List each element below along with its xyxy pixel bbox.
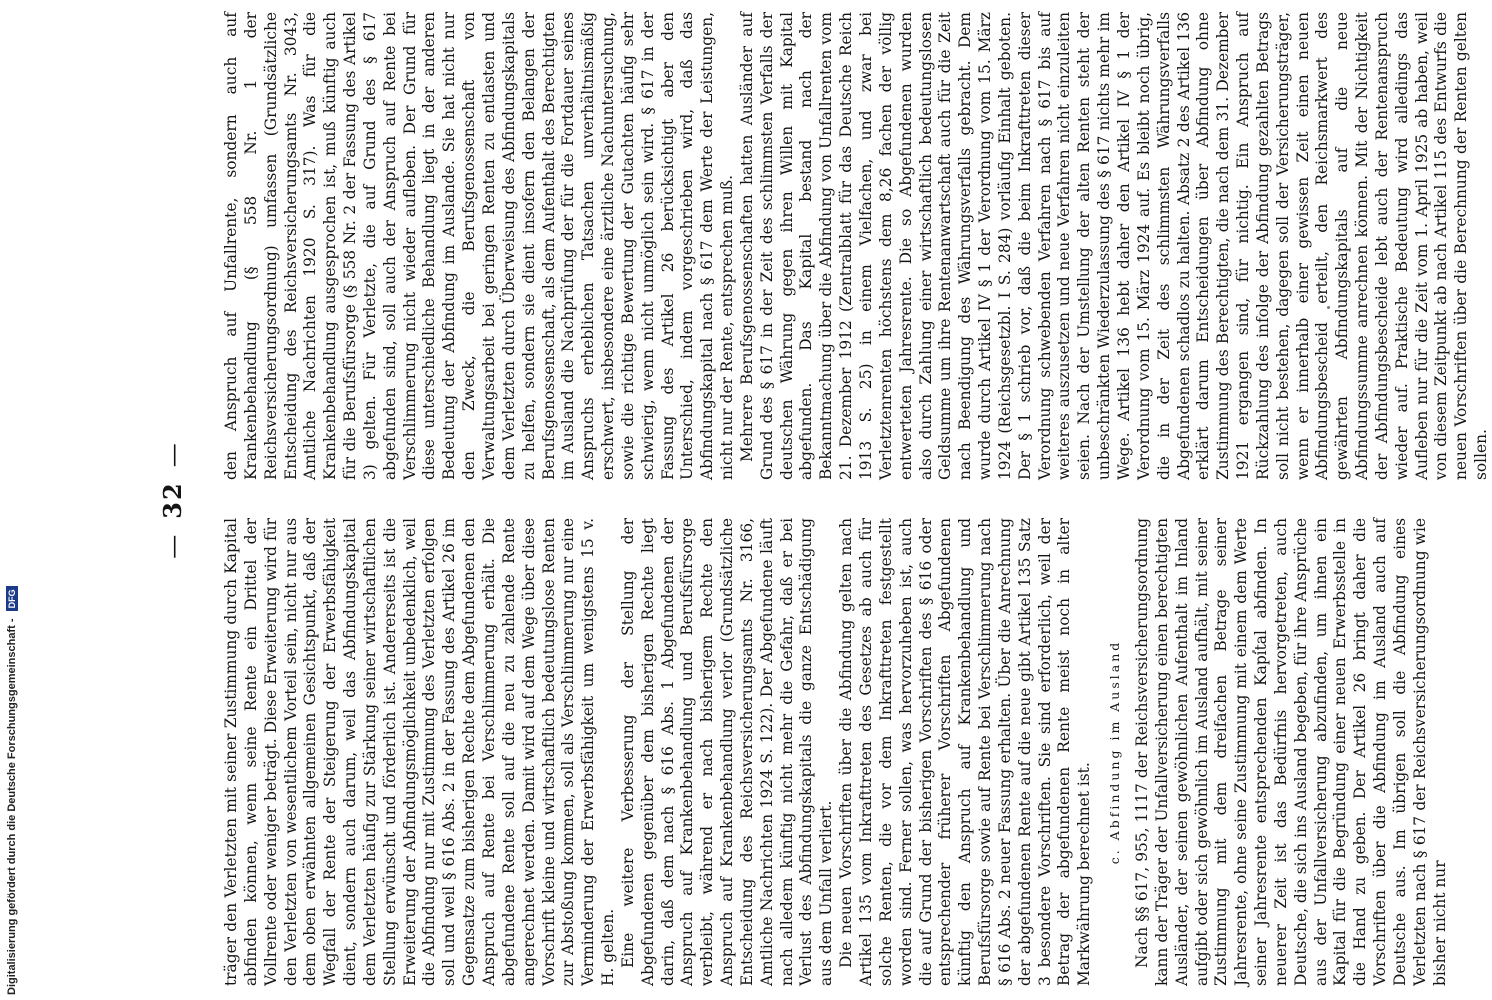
left-column bbox=[222, 518, 1450, 986]
page-number-value: 32 bbox=[158, 481, 187, 519]
paragraph: träger den Verletzten mit seiner Zustimmung durch Kapital abfinden können, wenn seine Rente ein Drittel der Vollrente oder weniger beträgt. Diese Erweiterung wird für den Verletzten von wesentlichem Vorteil sein, nicht nur aus dem oben erwähnten allgemeinen Gesichtspunkt, daß der Wegfall der Rente der Steigerung der Erwerbsfähigkeit dient, sondern auch darum, weil das Abfindungskapital dem Verletzten häufig zur Stärkung seiner wirtschaftlichen Stellung erwünscht und förderlich ist. Andererseits ist die Erweiterung der Abfindungsmöglichkeit unbedenklich, weil die Abfindung nur mit Zustimmung des Verletzten erfolgen soll und weil § 616 Abs. 2 in der Fassung des Artikel 26 im Gegensatze zum bisherigen Rechte dem Abgefundenen den Anspruch auf Rente bei Verschlimmerung erhält. Die abgefundene Rente soll auf die neu zu zahlende Rente angerechnet werden. Damit wird auf dem Wege über diese Vorschrift kleine und wirtschaftlich bedeutungslose Renten zur Abstoßung kommen, soll als Verschlimmerung nur eine Verminderung der Erwerbsfähigkeit um wenigstens 15 v. H. gelten. bbox=[222, 518, 618, 986]
paragraph: Eine weitere Verbesserung der Stellung der Abgefundenen gegenüber dem bisherigen Rechte liegt darin, daß dem nach § 616 Abs. 1 Abgefundenen der Anspruch auf Krankenbehandlung und Berufsfürsorge verbleibt, während er nach bisherigem Rechte den Anspruch auf Krankenbehandlung verlor (Grundsätzliche Entscheidung des Reichsversicherungsamts Nr. 3166, Amtliche Nachrichten 1924 S. 122). Der Abgefundene läuft nach alledem künftig nicht mehr die Gefahr, daß er bei Verlust des Abfindungskapitals die ganze Entschädigung aus dem Unfall verliert. bbox=[618, 518, 836, 986]
paragraph: Die neuen Vorschriften über die Abfindung gelten nach Artikel 135 vom Inkrafttreten des Gesetzes ab auch für solche Renten, die vor dem Inkrafttreten festgestellt worden sind. Ferner sollen, was hervorzuheben ist, auch die auf Grund der bisherigen Vorschriften des § 616 oder entsprechender früherer Vorschriften Abgefundenen künftig den Anspruch auf Krankenbehandlung und Berufsfürsorge sowie auf Rente bei Verschlimmerung nach § 616 Abs. 2 neuer Fassung erhalten. Über die Anrechnung der abgefundenen Rente auf die neue gibt Artikel 135 Satz 3 besondere Vorschriften. Sie sind erforderlich, weil der Betrag der abgefundenen Rente meist noch in alter Markwährung berechnet ist. bbox=[837, 518, 1094, 986]
page-number: —32— bbox=[158, 441, 187, 559]
credit-text: Digitalisierung gefördert durch die Deutsche Forschungsgemeinschaft - bbox=[6, 618, 18, 995]
section-heading: c. Abfindung im Ausland bbox=[1107, 639, 1123, 865]
scanned-page bbox=[140, 0, 1491, 1000]
paragraph: Mehrere Berufsgenossenschaften hatten Ausländer auf Grund des § 617 in der Zeit des schlimmsten Verfalls der deutschen Währung gegen ihren Willen mit Kapital abgefunden. Das Kapital bestand nach der Bekanntmachung über die Abfindung von Unfallrenten vom 21. Dezember 1912 (Zentralblatt für das Deutsche Reich 1913 S. 25) in einem Vielfachen, und zwar bei Verletztenrenten höchstens dem 8,26 fachen der völlig entwerteten Jahresrente. Die so Abgefundenen wurden also durch Zahlung einer wirtschaftlich bedeutungslosen Geldsumme um ihre Rentenanwartschaft auch für die Zeit nach Beendigung des Währungsverfalls gebracht. Dem wurde durch Artikel IV § 1 der Verordnung vom 15. März 1924 (Reichsgesetzbl. I S. 284) vorläufig Einhalt geboten. Der § 1 schrieb vor, daß die beim Inkrafttreten dieser Verordnung schwebenden Verfahren nach § 617 bis auf weiteres auszusetzen und neue Verfahren nicht einzuleiten seien. Nach der Umstellung der alten Renten steht der unbeschränkten Wiederzulassung des § 617 nichts mehr im Wege. Artikel 136 hebt daher den Artikel IV § 1 der Verordnung vom 15. März 1924 auf. Es bleibt noch übrig, die in der Zeit des schlimmsten Währungsverfalls Abgefundenen schadlos zu halten. Absatz 2 des Artikel 136 erklärt darum Entscheidungen über Abfindung ohne Zustimmung des Berechtigten, die nach dem 31. Dezember 1921 ergangen sind, für nichtig. Ein Anspruch auf Rückzahlung des infolge der Abfindung gezahlten Betrags soll nicht bestehen, dagegen soll der Versicherungsträger, wenn er innerhalb einer gewissen Zeit einen neuen Abfindungsbescheid erteilt, den Reichsmarkwert des gewährten Abfindungskapitals auf die neue Abfindungssumme anrechnen können. Mit der Nichtigkeit der Abfindungsbescheide lebt auch der Rentenanspruch wieder auf. Praktische Bedeutung wird alledings das Aufleben nur für die Zeit vom 1. April 1925 ab haben, weil von diesem Zeitpunkt ab nach Artikel 115 des Entwurfs die neuen Vorschriften über die Berechnung der Renten gelten sollen. bbox=[737, 12, 1491, 480]
digitization-credit bbox=[4, 589, 20, 995]
right-column bbox=[222, 12, 1492, 480]
paragraph: Nach §§ 617, 955, 1117 der Reichsversicherungsordnung kann der Träger der Unfallversicherung einen berechtigten Ausländer, der seinen gewöhnlichen Aufenthalt im Inland aufgibt oder sich gewöhnlich im Ausland aufhält, mit seiner Zustimmung mit dem dreifachen Betrage seiner Jahresrente, ohne seine Zustimmung mit einem dem Werte seiner Jahresrente entsprechenden Kapital abfinden. In neuerer Zeit ist das Bedürfnis hervorgetreten, auch Deutsche, die sich ins Ausland begeben, für ihre Ansprüche aus der Unfallversicherung abzufinden, um ihnen ein Kapital für die Begründung einer neuen Erwerbsstelle in die Hand zu geben. Der Artikel 26 bringt daher die Vorschriften über die Abfindung im Ausland auch auf Deutsche aus. Im übrigen soll die Abfindung eines Verletzten nach § 617 der Reichsversicherungsordnung wie bisher nicht nur bbox=[1132, 518, 1449, 986]
page-content bbox=[140, 0, 1491, 1000]
dfg-logo-icon: DFG bbox=[6, 586, 18, 611]
paragraph: den Anspruch auf Unfallrente, sondern auch auf Krankenbehandlung (§ 558 Nr. 1 der Reichsversicherungsordnung) umfassen (Grundsätzliche Entscheidung des Reichsversicherungsamts Nr. 3043, Amtliche Nachrichten 1920 S. 317). Was für die Krankenbehandlung ausgesprochen ist, muß künftig auch für die Berufsfürsorge (§ 558 Nr. 2 der Fassung des Artikel 3) gelten. Für Verletzte, die auf Grund des § 617 abgefunden sind, soll auch der Anspruch auf Rente bei Verschlimmerung nicht wieder aufleben. Der Grund für diese unterschiedliche Behandlung liegt in der anderen Bedeutung der Abfindung im Auslande. Sie hat nicht nur den Zweck, die Berufsgenossenschaft von Verwaltungsarbeit bei geringen Renten zu entlasten und dem Verletzten durch Überweisung des Abfindungskapitals zu helfen, sondern sie dient insofern den Belangen der Berufsgenossenschaft, als dem Aufenthalt des Berechtigten im Ausland die Nachprüfung der für die Fortdauer seines Anspruchs erheblichen Tatsachen unverhältnismäßig erschwert, insbesondere eine ärztliche Nachuntersuchung, sowie die richtige Bewertung der Gutachten häufig sehr schwierig, wenn nicht unmöglich sein wird. § 617 in der Fassung des Artikel 26 berücksichtigt aber den Unterschied, indem vorgeschrieben wird, daß das Abfindungskapital nach § 617 dem Werte der Leistungen, nicht nur der Rente, entsprechen muß. bbox=[222, 12, 737, 480]
